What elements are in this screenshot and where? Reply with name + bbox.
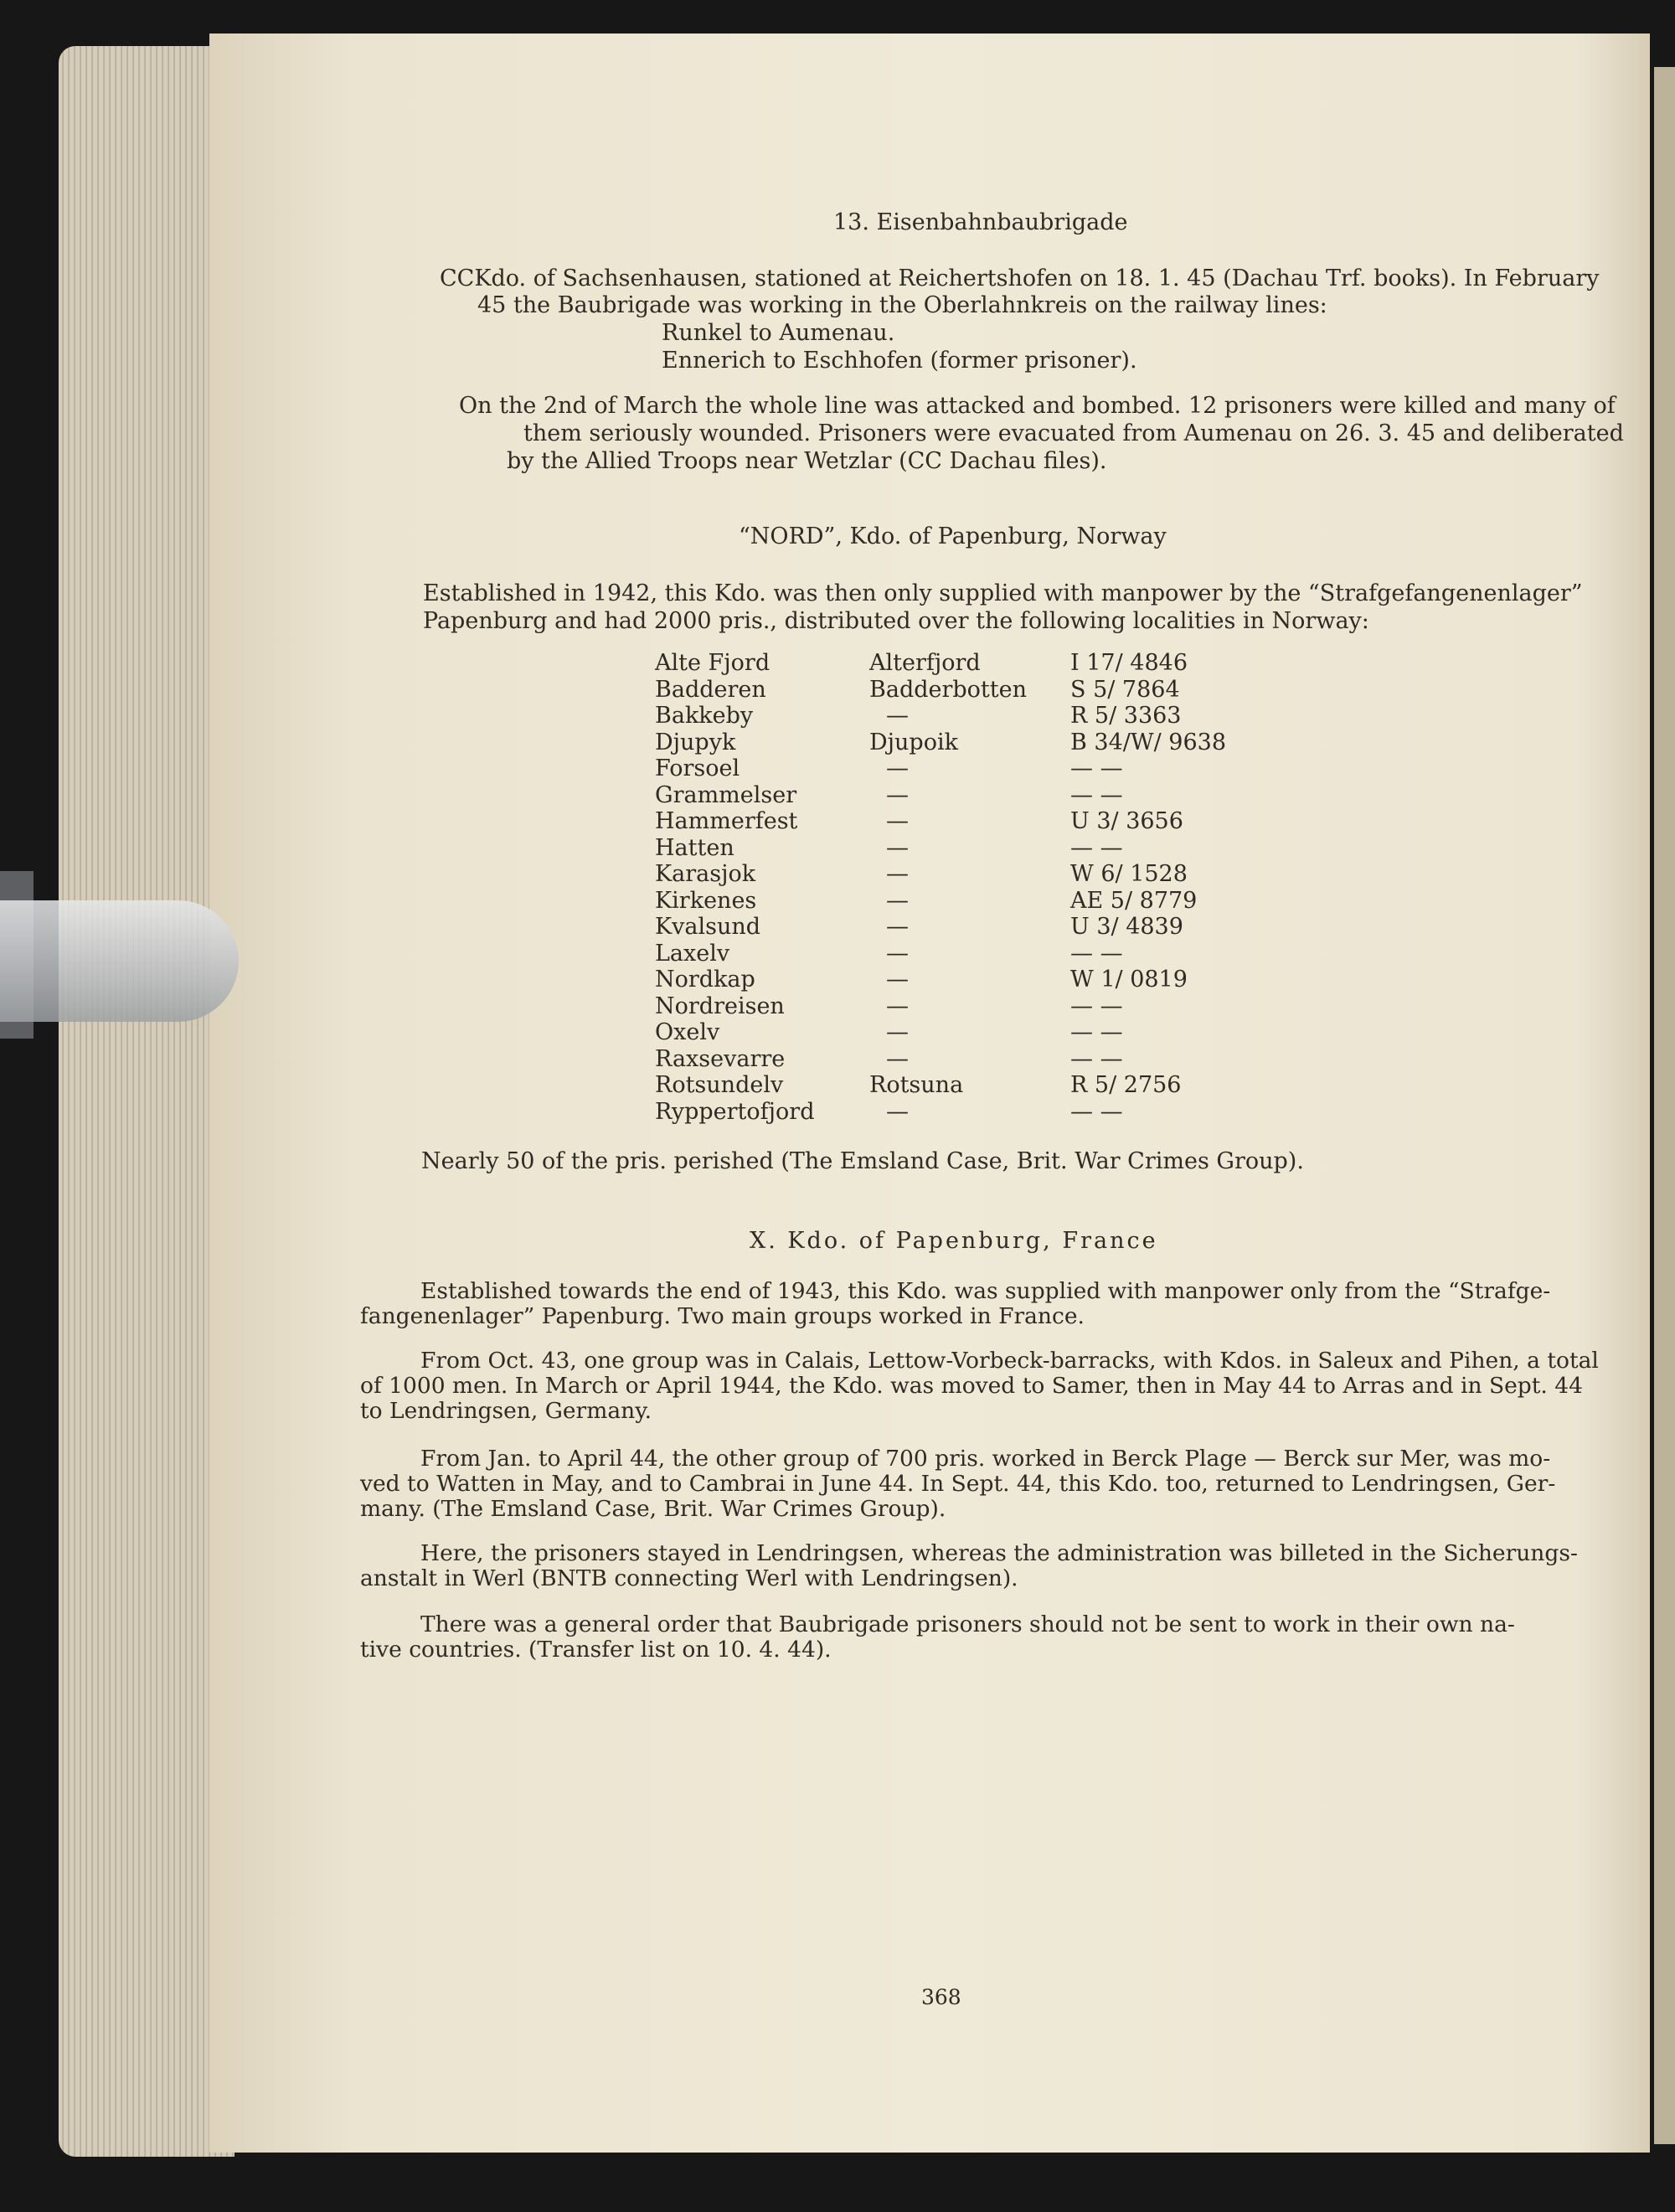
locality-code: U 3/ 3656 (1070, 808, 1183, 834)
alternate-name: — (886, 1045, 909, 1072)
alternate-name: Djupoik (869, 729, 958, 755)
text-line: ved to Watten in May, and to Cambrai in June 44. In Sept. 44, this Kdo. too, returned to Lendringsen, Ger- (360, 1471, 1556, 1497)
locality-code: — — (1070, 834, 1123, 861)
paragraph (360, 1612, 1515, 1663)
alternate-name: — (886, 887, 909, 914)
locality-code: W 1/ 0819 (1070, 967, 1188, 993)
paragraph (360, 1446, 1555, 1522)
alternate-name: — (886, 1098, 909, 1125)
locality-code: U 3/ 4839 (1070, 914, 1183, 940)
section-heading-papenburg-france: X. Kdo. of Papenburg, France (750, 1228, 1158, 1254)
alternate-name: — (886, 861, 909, 887)
text-line: Ennerich to Eschhofen (former prisoner). (662, 348, 1137, 374)
alternate-name: Rotsuna (869, 1072, 964, 1098)
alternate-name: — (886, 993, 909, 1019)
text-line: There was a general order that Baubrigade prisoners should not be sent to work in their own na- (420, 1611, 1515, 1637)
book-page-edges (59, 46, 234, 2157)
text-line: From Oct. 43, one group was in Calais, Lettow-Vorbeck-barracks, with Kdos. in Saleux and Pihen, a total (420, 1348, 1599, 1374)
locality-code: — — (1070, 993, 1123, 1019)
locality-code: R 5/ 3363 (1070, 703, 1182, 729)
text-line: On the 2nd of March the whole line was attacked and bombed. 12 prisoners were killed and many of (459, 393, 1616, 419)
locality-code: — — (1070, 781, 1123, 808)
locality-code: I 17/ 4846 (1070, 650, 1188, 676)
locality-name: Nordkap (655, 967, 755, 993)
paragraph (360, 1541, 1578, 1591)
locality-code: AE 5/ 8779 (1070, 887, 1198, 914)
locality-name: Alte Fjord (655, 650, 770, 676)
locality-name: Ryppertofjord (655, 1098, 815, 1125)
locality-name: Raxsevarre (655, 1045, 786, 1072)
book-gutter (1654, 67, 1675, 2144)
text-line: by the Allied Troops near Wetzlar (CC Dachau files). (507, 448, 1107, 474)
paragraph (360, 1348, 1599, 1424)
paragraph (360, 1279, 1550, 1329)
locality-code: — — (1070, 940, 1123, 967)
text-line: Here, the prisoners stayed in Lendringsen, whereas the administration was billeted in the Sicherungs- (420, 1540, 1578, 1566)
locality-name: Nordreisen (655, 993, 785, 1019)
locality-name: Forsoel (655, 755, 740, 781)
text-line: Established in 1942, this Kdo. was then only supplied with manpower by the “Strafgefangenenlager” (423, 580, 1583, 606)
locality-code: R 5/ 2756 (1070, 1072, 1182, 1098)
alternate-name: — (886, 967, 909, 993)
alternate-name: — (886, 940, 909, 967)
section-heading-eisenbahnbaubrigade: 13. Eisenbahnbaubrigade (833, 209, 1128, 235)
locality-name: Karasjok (655, 861, 756, 887)
alternate-name: — (886, 1019, 909, 1045)
locality-name: Grammelser (655, 781, 797, 808)
alternate-name: — (886, 755, 909, 781)
alternate-name: — (886, 808, 909, 834)
alternate-name: — (886, 834, 909, 861)
text-line: fangenenlager” Papenburg. Two main groups worked in France. (360, 1303, 1085, 1329)
locality-name: Hatten (655, 834, 734, 861)
locality-name: Laxelv (655, 940, 730, 967)
locality-name: Hammerfest (655, 808, 798, 834)
locality-code: — — (1070, 1045, 1123, 1072)
alternate-name: — (886, 703, 909, 729)
section-heading-nord-norway: “NORD”, Kdo. of Papenburg, Norway (739, 523, 1167, 549)
locality-code: — — (1070, 755, 1123, 781)
text-line: them seriously wounded. Prisoners were evacuated from Aumenau on 26. 3. 45 and deliberated (523, 420, 1624, 446)
locality-code: — — (1070, 1098, 1123, 1125)
text-line: Nearly 50 of the pris. perished (The Emsland Case, Brit. War Crimes Group). (421, 1148, 1304, 1174)
alternate-name: Badderbotten (869, 676, 1027, 703)
text-line: Papenburg and had 2000 pris., distributed over the following localities in Norway: (423, 608, 1369, 634)
text-line: many. (The Emsland Case, Brit. War Crimes Group). (360, 1496, 946, 1522)
text-line: Runkel to Aumenau. (662, 320, 895, 346)
locality-name: Rotsundelv (655, 1072, 784, 1098)
locality-code: B 34/W/ 9638 (1070, 729, 1227, 755)
page-number: 368 (921, 1985, 961, 2009)
text-line: to Lendringsen, Germany. (360, 1398, 652, 1424)
locality-code: — — (1070, 1019, 1123, 1045)
locality-name: Bakkeby (655, 703, 754, 729)
text-line: anstalt in Werl (BNTB connecting Werl with Lendringsen). (360, 1565, 1018, 1591)
text-line: of 1000 men. In March or April 1944, the Kdo. was moved to Samer, then in May 44 to Arras and in Sept. 44 (360, 1373, 1583, 1399)
locality-name: Kirkenes (655, 887, 757, 914)
alternate-name: — (886, 781, 909, 808)
locality-code: S 5/ 7864 (1070, 676, 1180, 703)
text-line: tive countries. (Transfer list on 10. 4. 44). (360, 1637, 832, 1663)
alternate-name: Alterfjord (869, 650, 981, 676)
text-line: CCKdo. of Sachsenhausen, stationed at Reichertshofen on 18. 1. 45 (Dachau Trf. books). In February (440, 266, 1600, 291)
text-line: Established towards the end of 1943, this Kdo. was supplied with manpower only from the “Strafge- (420, 1278, 1551, 1304)
locality-code: W 6/ 1528 (1070, 861, 1188, 887)
locality-name: Oxelv (655, 1019, 720, 1045)
locality-name: Djupyk (655, 729, 736, 755)
locality-name: Kvalsund (655, 914, 761, 940)
alternate-name: — (886, 914, 909, 940)
text-line: From Jan. to April 44, the other group of 700 pris. worked in Berck Plage — Berck sur Mer, was mo- (420, 1446, 1551, 1472)
bookmark-clip (0, 900, 239, 1022)
locality-name: Badderen (655, 676, 766, 703)
text-line: 45 the Baubrigade was working in the Oberlahnkreis on the railway lines: (477, 292, 1327, 318)
